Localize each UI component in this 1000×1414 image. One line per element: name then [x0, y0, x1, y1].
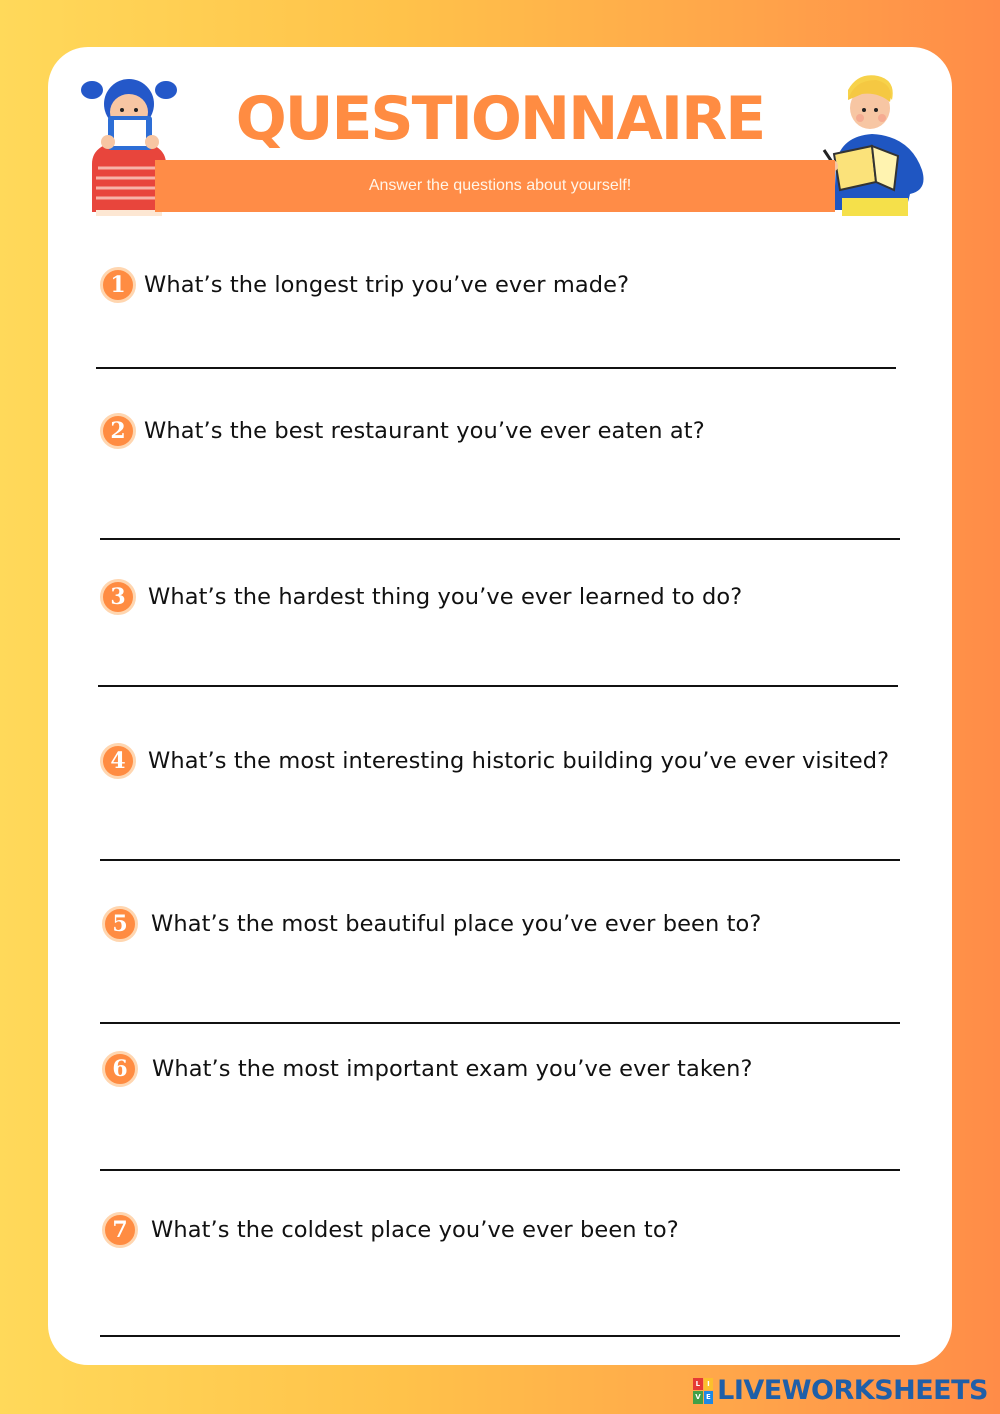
question-1: [100, 265, 629, 305]
liveworksheets-logo[interactable]: [693, 1375, 988, 1406]
question-6: [102, 1049, 753, 1089]
worksheet-card: [48, 47, 952, 1365]
answer-line-1[interactable]: [96, 367, 896, 369]
answer-line-4[interactable]: [100, 859, 900, 861]
question-7-text: What’s the coldest place you’ve ever been to?: [151, 1217, 679, 1243]
page-subtitle: Answer the questions about yourself!: [368, 177, 632, 194]
number-2-badge: 2: [100, 413, 136, 449]
logo-letter-i: I: [704, 1378, 714, 1391]
question-4-text: What’s the most interesting historic building you’ve ever visited?: [148, 748, 890, 774]
page-title: QUESTIONNAIRE: [235, 84, 765, 154]
number-5-badge: 5: [102, 906, 138, 942]
question-2-text: What’s the best restaurant you’ve ever eaten at?: [144, 418, 705, 444]
number-6-badge: 6: [102, 1051, 138, 1087]
logo-letter-l: L: [693, 1378, 703, 1391]
question-7: [102, 1210, 679, 1250]
question-5: [102, 904, 761, 944]
logo-letter-v: V: [693, 1391, 703, 1404]
answer-line-3[interactable]: [98, 685, 898, 687]
question-3: [100, 577, 742, 617]
number-4-badge: 4: [100, 743, 136, 779]
answer-line-6[interactable]: [100, 1169, 900, 1171]
brand-name: LIVEWORKSHEETS: [717, 1375, 988, 1406]
answer-line-5[interactable]: [100, 1022, 900, 1024]
live-logo-icon: [693, 1378, 713, 1404]
question-5-text: What’s the most beautiful place you’ve ever been to?: [151, 911, 762, 937]
question-6-text: What’s the most important exam you’ve ever taken?: [152, 1056, 753, 1082]
question-1-text: What’s the longest trip you’ve ever made?: [144, 272, 630, 298]
number-1-badge: 1: [100, 267, 136, 303]
question-4: [100, 741, 889, 781]
logo-letter-e: E: [704, 1391, 714, 1404]
answer-line-7[interactable]: [100, 1335, 900, 1337]
number-3-badge: 3: [100, 579, 136, 615]
number-7-badge: 7: [102, 1212, 138, 1248]
question-2: [100, 411, 705, 451]
question-3-text: What’s the hardest thing you’ve ever learned to do?: [148, 584, 743, 610]
answer-line-2[interactable]: [100, 538, 900, 540]
